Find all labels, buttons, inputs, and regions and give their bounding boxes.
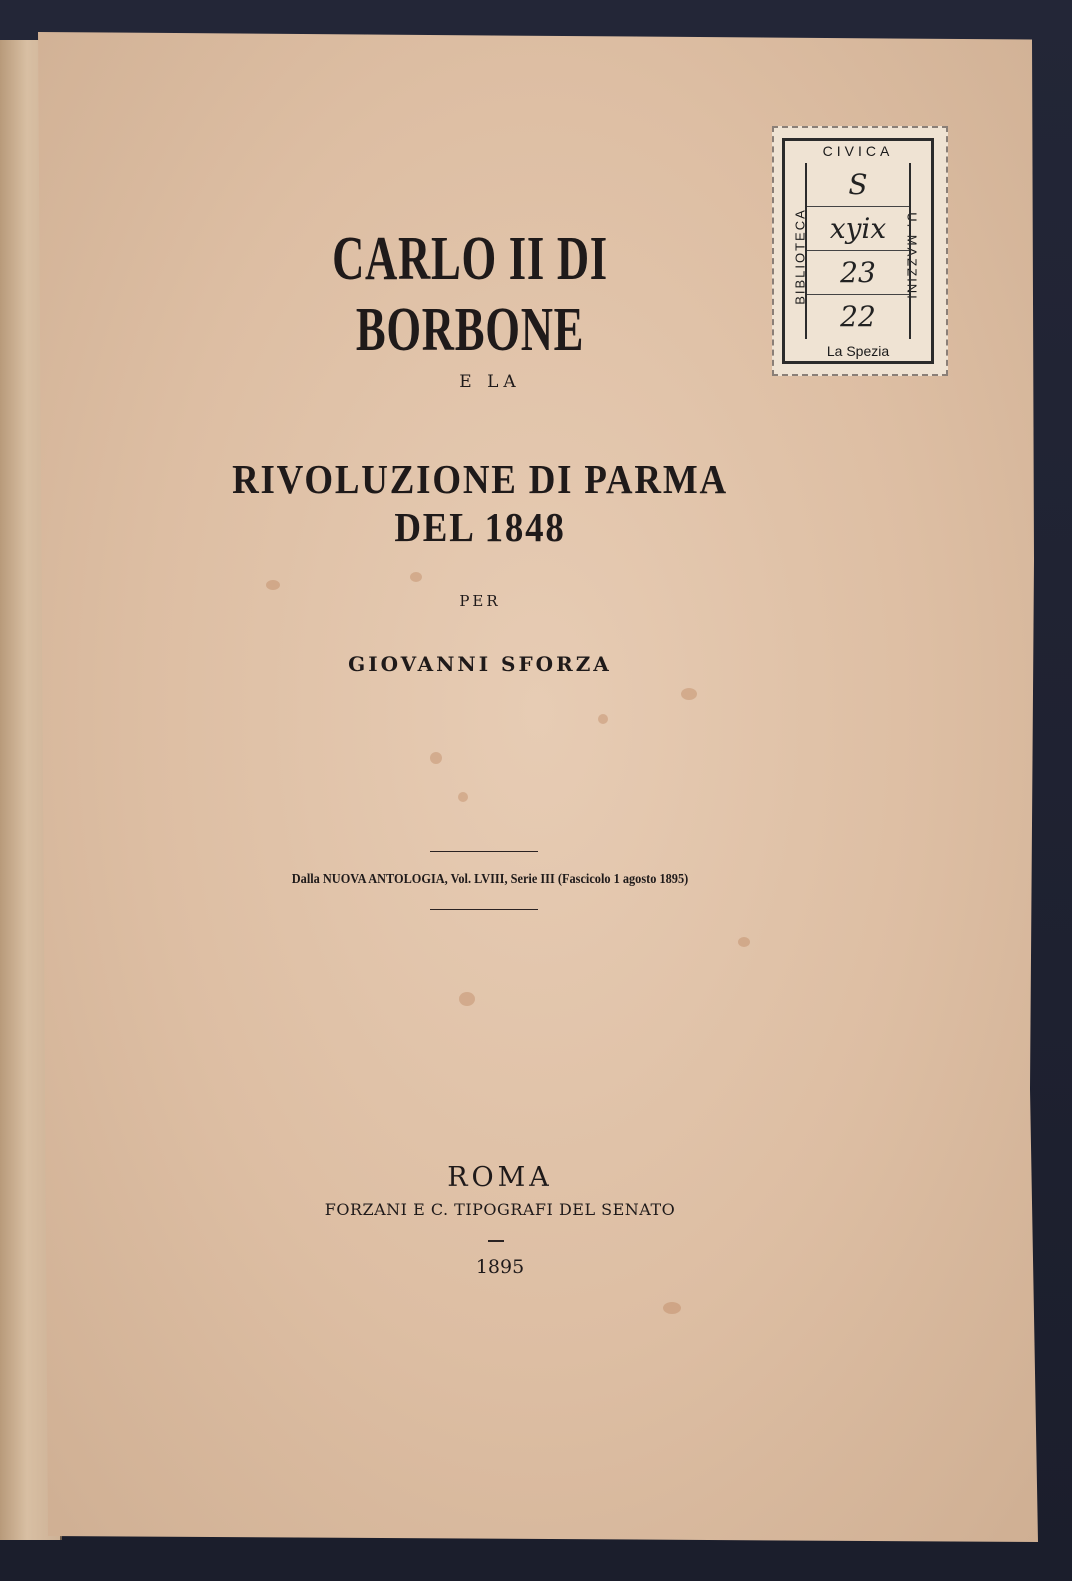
- book-title: CARLO II DI BORBONE: [332, 225, 608, 364]
- shelfmark-row: S: [807, 163, 909, 207]
- year-dash: [488, 1240, 504, 1242]
- foxing-spot: [598, 714, 608, 724]
- divider-bottom: [430, 909, 538, 910]
- author-name: GIOVANNI SFORZA: [348, 652, 612, 676]
- foxing-spot: [681, 688, 697, 700]
- stamp-shelfmark-grid: [805, 163, 911, 339]
- library-stamp: [772, 126, 948, 376]
- stamp-frame: [782, 138, 934, 364]
- stamp-top-text: CIVICA: [822, 143, 894, 159]
- shelfmark-row: 22: [840, 300, 876, 333]
- author-preposition: PER: [459, 592, 501, 610]
- publication-place: ROMA: [447, 1162, 553, 1193]
- title-conjunction: E LA: [459, 372, 521, 392]
- divider-top: [430, 851, 538, 852]
- foxing-spot: [663, 1302, 681, 1314]
- publisher: FORZANI E C. TIPOGRAFI DEL SENATO: [324, 1200, 676, 1219]
- foxing-spot: [458, 792, 468, 802]
- book-subtitle: RIVOLUZIONE DI PARMA DEL 1848: [232, 456, 728, 550]
- shelfmark-row: xyix: [807, 207, 909, 251]
- foxing-spot: [266, 580, 280, 590]
- publication-year: 1895: [475, 1256, 525, 1278]
- stamp-bottom-text: La Spezia: [826, 343, 890, 359]
- foxing-spot: [738, 937, 750, 947]
- shelfmark-row: 23: [807, 251, 909, 295]
- foxing-spot: [430, 752, 442, 764]
- stamp-left-text: BIBLIOTECA: [792, 208, 808, 305]
- foxing-spot: [459, 992, 475, 1006]
- source-note: Dalla NUOVA ANTOLOGIA, Vol. LVIII, Serie III (Fascicolo 1 agosto 1895): [291, 872, 689, 887]
- stamp-right-text: U. MAZZINI: [904, 212, 920, 301]
- foxing-spot: [410, 572, 422, 582]
